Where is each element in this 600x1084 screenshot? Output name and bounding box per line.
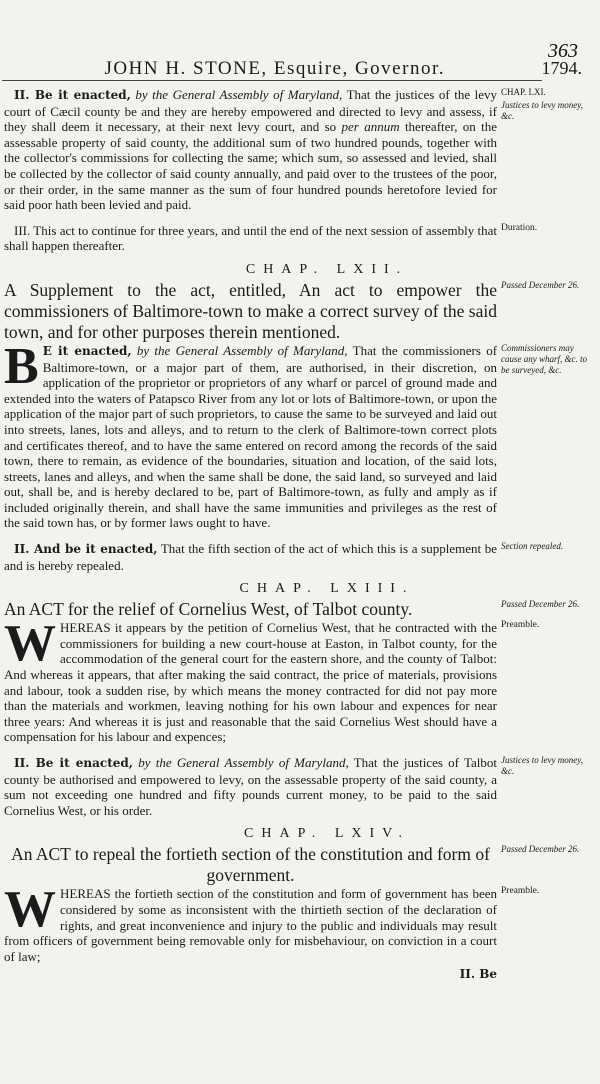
chap63-preamble [0,615,497,745]
margin-notes-duration [497,223,592,254]
drop-cap-b: B [4,337,39,395]
margin-passed-62 [497,280,592,343]
drop-cap-w: W [4,881,56,939]
chap63-heading: CHAP. LXIII. [239,581,415,597]
margin-passed-63 [497,599,592,620]
enacting-clause: II. And be it enacted, [14,542,158,557]
page-number: 363 [548,40,578,62]
catchword: II. Be [459,967,497,982]
authority-phrase: by the General Assembly of Maryland, [136,342,348,358]
margin-notes-repeal [497,541,592,573]
margin-duration: Duration. [501,222,538,233]
chap63-section2 [0,755,497,818]
chap62-section1 [0,337,498,531]
chap61-section3-row [0,223,594,254]
section-text: That the commissioners of Baltimore-town, or a major part of them, are authorised, in their discretion, on application of the proprietor or proprietors of any wharf or parcel of ground made and extended into the waters of Patapsco River from any lot or lots of Baltimore-town, or upon the application of the major part of such proprietors, to cause the same to be surveyed and laid out into streets, lanes, lots and alleys, and to return to the clerk of Baltimore-town correct plots and certificates thereof, and to have the same entered on record among the records of the said town, there to remain, as evidence of the boundaries, situation and location, of the said lots, streets, lanes and alleys, and when the same shall be done, the said land, so surveyed and laid out, shall be, and is hereby declared to be, part of Baltimore-town, as fully and amply as if included originally therein, and shall have the same immunities and privileges as the rest of the said town has, or by former laws ought to have. [4,342,498,531]
catchword-line [0,966,497,983]
chap61-section3: III. This act to continue for three years, and until the end of the next session of assembly that shall happen thereafter. [4,222,497,254]
margin-passed-date: Passed December 26. [501,599,580,610]
margin-notes-preamble-63 [497,620,592,745]
chap64-title: An ACT to repeal the fortieth section of the constitution and form of government. [11,844,490,886]
per-annum-phrase: per annum [341,119,400,135]
running-title: JOHN H. STONE, Esquire, Governor. [104,58,445,79]
drop-cap-w: W [4,615,56,673]
chap62-heading: CHAP. LXII. [245,261,409,277]
section-text: That the justices of the levy court of Cæcil county be and they are hereby empowered and directed to levy and assess, if they shall deem it necessary, at their next levy court, and so [4,87,497,135]
authority-phrase: by the General Assembly of Maryland, [138,755,349,770]
section-text-cont: thereafter, on the assessable property of said county, the additional sum of two hundred pounds, together with the collector's commissions for collecting the same; which sum, so assessed and levied, shall be collected by the collector of said county annually, and paid over to the trustees of the poor, or their order, in the same manner as the sum of four hundred pounds heretofore levied for said poor hath been levied and paid. [4,119,498,213]
preamble-text: HEREAS the fortieth section of the constitution and form of government has been considered by some as inconsistent with the thirtieth section of the declaration of rights, and great inconvenience and injury to the public and individuals may result from officers of government being removable only for misbehaviour, on conviction in a court of law; [4,886,497,964]
enacting-clause: E it enacted, [42,343,132,358]
chap62-title-row [0,280,594,343]
chap64-heading: CHAP. LXIV. [244,826,410,842]
enacting-clause: II. Be it enacted, [14,88,131,102]
enacting-clause: II. Be it enacted, [14,756,133,770]
margin-note: Justices to levy money, &c. [501,100,583,121]
authority-phrase: by the General Assembly of Maryland, [135,87,343,102]
margin-passed-date: Passed December 26. [501,279,580,290]
margin-section-repealed: Section repealed. [501,541,564,552]
margin-commissioners-note: Commissioners may cause any wharf, &c. to be surveyed, &c. [501,342,587,375]
chap63-title: An ACT for the relief of Cornelius West, of Talbot county. [4,599,413,620]
margin-notes-chap62 [497,343,592,531]
chap62-section2 [0,541,497,573]
chap64-preamble [0,881,497,964]
chap64-title-row [0,844,594,886]
margin-preamble: Preamble. [501,886,540,897]
chap62-section1-row [0,337,594,531]
chap63-preamble-row [0,615,594,745]
margin-justices-note: Justices to levy money, &c. [501,755,583,776]
section-text: That the justices of Talbot county be authorised and empowered to levy, on the assessable property of the said county, a sum not exceeding one hundred and fifty pounds current money, to be paid to the said Cornelius West, or his order. [4,755,498,818]
chap62-section2-row [0,541,594,573]
chap64-preamble-row [0,881,594,983]
margin-notes-justices [497,755,592,818]
chap63-section2-row [0,755,594,818]
margin-passed-64 [497,844,592,886]
chap62-title: A Supplement to the act, entitled, An act to empower the commissioners of Baltimore-town to make a correct survey of the said town, and for other purposes therein mentioned. [4,279,497,342]
header-year: 1794. [541,58,582,78]
section-text: That the fifth section of the act of which this is a supplement be and is hereby repealed. [4,541,498,573]
chap63-title-row [0,599,594,620]
margin-notes-preamble-64 [497,886,592,983]
margin-passed-date: Passed December 26. [501,844,580,855]
chap61-section2 [0,87,497,213]
chap61-section2-row [0,87,594,213]
margin-chap-label: CHAP. LXI. [501,87,546,97]
preamble-text: HEREAS it appears by the petition of Cornelius West, that he contracted with the commissioners for building a new court-house at Easton, in Talbot county, for the accommodation of the general court for the eastern shore, and the county of Talbot: And whereas it appears, that after making the said contract, the price of materials, provisions and labour, took a sudden rise, by which means the money contracted for did not pay more than the materials and workmen, leaving nothing for his own labour and expences for near three years: And whereas it is just and reasonable that the said Cornelius West should have a compensation for his labour and expences; [4,620,497,745]
margin-preamble: Preamble. [501,620,540,631]
margin-notes-chap61 [497,87,592,213]
